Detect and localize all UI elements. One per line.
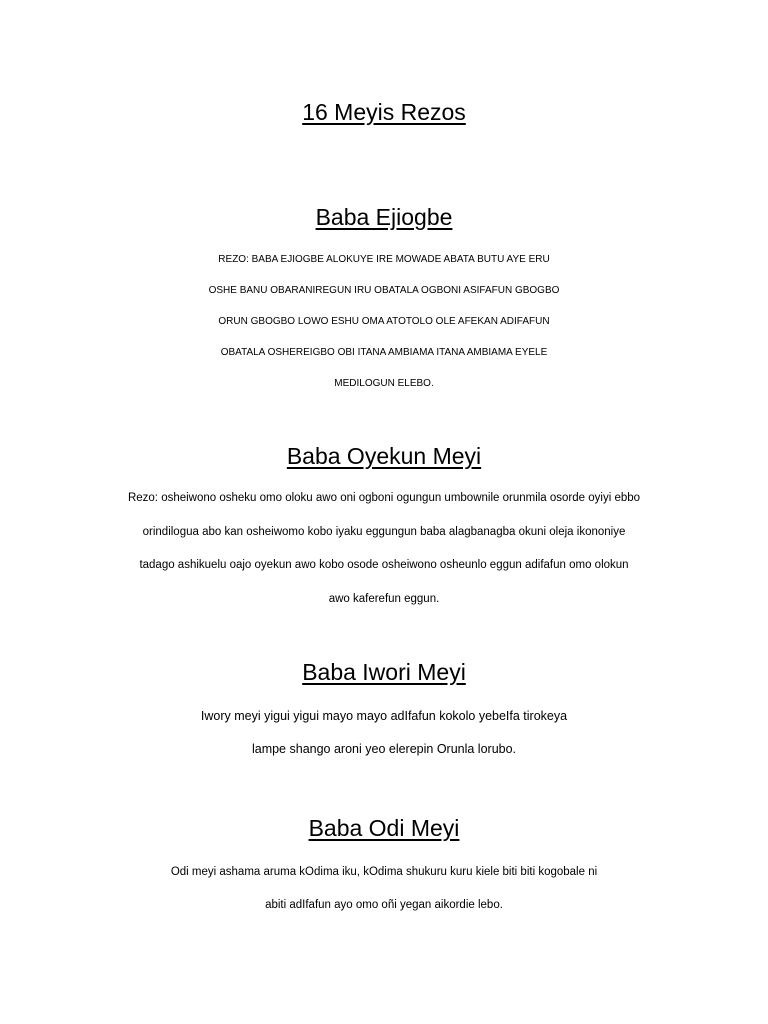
- section-text-line: tadago ashikuelu oajo oyekun awo kobo osode osheiwono osheunlo eggun adifafun omo olokun: [139, 559, 629, 571]
- section-text-line: OSHE BANU OBARANIREGUN IRU OBATALA OGBONI ASIFAFUN GBOGBO: [208, 285, 560, 296]
- section-text-line: Rezo: osheiwono osheku omo oloku awo oni ogboni ogungun umbownile orunmila osorde oyiyi ebbo: [127, 492, 641, 504]
- section-heading-baba-ejiogbe: Baba Ejiogbe: [315, 204, 453, 230]
- section-heading-baba-odi-meyi: Baba Odi Meyi: [308, 815, 460, 841]
- section-text-line: OBATALA OSHEREIGBO OBI ITANA AMBIAMA ITANA AMBIAMA EYELE: [220, 347, 548, 358]
- section-text-line: MEDILOGUN ELEBO.: [334, 378, 434, 389]
- section-text-line: abiti adIfafun ayo omo oñi yegan aikordie lebo.: [265, 899, 503, 911]
- section-text-line: Odi meyi ashama aruma kOdima iku, kOdima shukuru kuru kiele biti biti kogobale ni: [170, 866, 598, 878]
- section-text-line: orindilogua abo kan osheiwomo kobo iyaku eggungun baba alagbanagba okuni oleja ikononiye: [142, 526, 626, 538]
- section-text-line: ORUN GBOGBO LOWO ESHU OMA ATOTOLO OLE AFEKAN ADIFAFUN: [218, 316, 550, 327]
- section-text-line: REZO: BABA EJIOGBE ALOKUYE IRE MOWADE ABATA BUTU AYE ERU: [218, 254, 550, 265]
- section-text-line: lampe shango aroni yeo elerepin Orunla lorubo.: [251, 742, 517, 756]
- section-text-line: Iwory meyi yigui yigui mayo mayo adIfafun kokolo yebeIfa tirokeya: [200, 709, 568, 723]
- section-heading-baba-iwori-meyi: Baba Iwori Meyi: [302, 659, 466, 685]
- section-text-line: awo kaferefun eggun.: [328, 593, 440, 605]
- section-heading-baba-oyekun-meyi: Baba Oyekun Meyi: [286, 443, 482, 469]
- document-title: 16 Meyis Rezos: [302, 99, 466, 125]
